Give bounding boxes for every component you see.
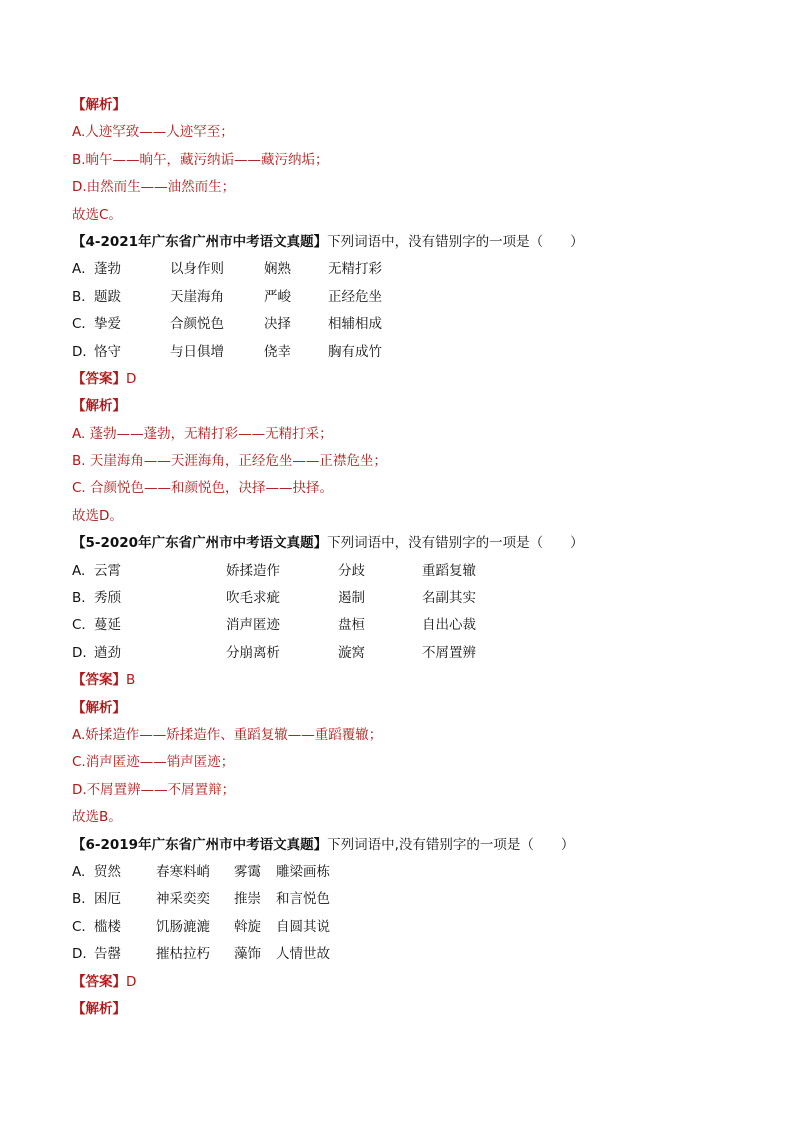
q6-answer: 【答案】D <box>72 973 137 990</box>
q5-analysis-d: D.不屑置辨——不屑置辩； <box>72 781 236 798</box>
q6-analysis-tag: 【解析】 <box>72 1000 126 1017</box>
q5-option-c: C. 蔓延 消声匿迹 盘桓 自出心裁 <box>72 617 476 634</box>
q6-option-a: A. 贸然 春寒料峭 雾霭 雕梁画栋 <box>72 863 330 880</box>
q4-option-b: B．题跋 天崖海角 严峻 正经危坐 <box>72 288 382 305</box>
q6-option-b: B. 困厄 神采奕奕 推崇 和言悦色 <box>72 891 330 908</box>
q4-analysis-tag: 【解析】 <box>72 398 126 415</box>
prev-analysis-line-a: A.人迹罕致——人迹罕至； <box>72 124 234 141</box>
prev-conclusion: 故选C。 <box>72 206 122 223</box>
q6-source: 【6-2019年广东省广州市中考语文真题】 <box>72 836 328 853</box>
document-page <box>72 92 732 1023</box>
q4-conclusion: 故选D。 <box>72 507 123 524</box>
q4-answer: 【答案】D <box>72 370 137 387</box>
q5-analysis-c: C.消声匿迹——销声匿迹； <box>72 754 235 771</box>
q4-stem-line <box>72 229 732 256</box>
q5-answer: 【答案】B <box>72 672 136 689</box>
q4-stem: 下列词语中，没有错别字的一项是（ ） <box>327 233 584 250</box>
q5-analysis-a: A.娇揉造作——矫揉造作、重蹈复辙——重蹈覆辙； <box>72 726 383 743</box>
q4-source: 【4-2021年广东省广州市中考语文真题】 <box>72 233 328 250</box>
q6-option-d: D. 告罄 摧枯拉朽 藻饰 人情世故 <box>72 946 330 963</box>
q5-option-a: A. 云霄 娇揉造作 分歧 重蹈复辙 <box>72 562 476 579</box>
q4-analysis-b: B. 天崖海角——天涯海角，正经危坐——正襟危坐； <box>72 453 387 470</box>
q5-analysis-tag: 【解析】 <box>72 699 126 716</box>
q5-conclusion: 故选B。 <box>72 809 122 826</box>
q6-stem: 下列词语中,没有错别字的一项是（ ） <box>327 836 575 853</box>
q5-option-b: B. 秀颀 吹毛求疵 遏制 名副其实 <box>72 590 476 607</box>
q4-option-d: D．恪守 与日俱增 侥幸 胸有成竹 <box>72 343 382 360</box>
q4-option-c: C．挚爱 合颜悦色 决择 相辅相成 <box>72 316 382 333</box>
q4-analysis-c: C. 合颜悦色——和颜悦色，决择——抉择。 <box>72 480 334 497</box>
q5-option-d: D. 遒劲 分崩离析 漩窝 不屑置辨 <box>72 644 476 661</box>
prev-analysis-line-b: B.晌午——晌午，藏污纳诟——藏污纳垢； <box>72 151 329 168</box>
prev-analysis-line-d: D.由然而生——油然而生； <box>72 179 236 196</box>
q5-stem: 下列词语中，没有错别字的一项是（ ） <box>327 535 584 552</box>
q4-analysis-a: A. 蓬勃——蓬勃，无精打彩——无精打采； <box>72 425 333 442</box>
q5-stem-line <box>72 530 732 557</box>
q5-source: 【5-2020年广东省广州市中考语文真题】 <box>72 535 328 552</box>
q6-option-c: C. 槛楼 饥肠漉漉 斡旋 自圆其说 <box>72 918 330 935</box>
q6-stem-line <box>72 832 732 859</box>
prev-analysis-tag: 【解析】 <box>72 97 126 113</box>
q4-option-a: A．蓬勃 以身作则 娴熟 无精打彩 <box>72 261 382 278</box>
